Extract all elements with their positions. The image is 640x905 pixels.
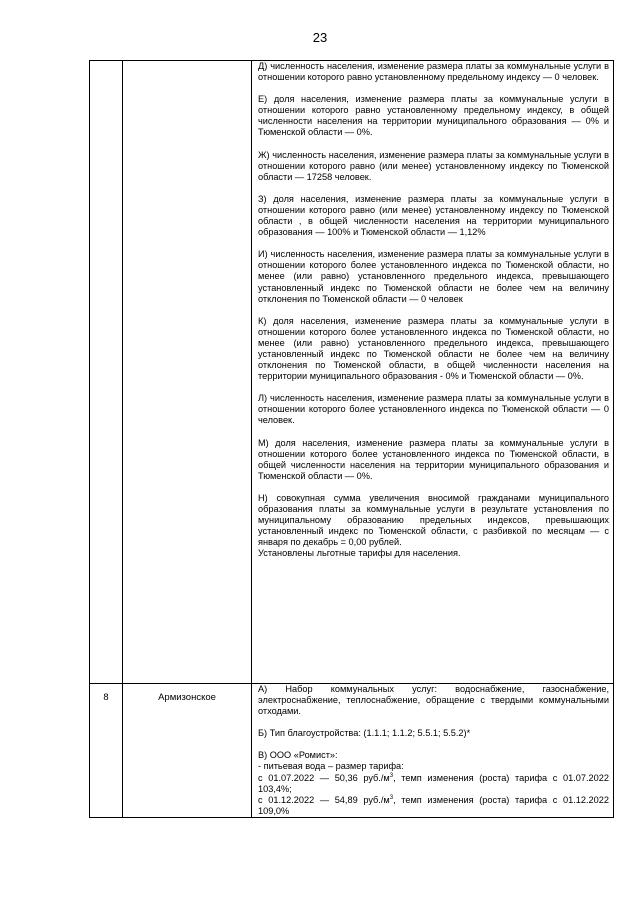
paragraph-closing: Установлены льготные тарифы для населения. — [258, 548, 461, 559]
tariff-text: , темп изменения (роста) тарифа с 01.07.2022 103,4%; — [258, 772, 609, 794]
paragraph-n: Н) совокупная сумма увеличения вносимой гражданами муниципального образования платы за коммунальные услуги в результате установления по муниципальному образованию предельных индексов, превышающих установленный индекс по Тюменской области, с разбивкой по месяцам — с января по декабрь = 0,00 рублей. — [258, 492, 609, 548]
paragraph-v-title: В) ООО «Ромист»: — [258, 750, 338, 761]
paragraph-b: Б) Тип благоустройства: (1.1.1; 1.1.2; 5.5.1; 5.5.2)* — [258, 728, 471, 739]
row-text-cell — [252, 61, 614, 684]
table-row — [90, 684, 614, 818]
paragraph-l: Л) численность населения, изменение размера платы за коммунальные услуги в отношении которого более установленного индекса по Тюменской области — 0 человек. — [258, 393, 609, 426]
document-table — [89, 60, 614, 818]
table-row — [90, 61, 614, 684]
paragraph-z: З) доля населения, изменение размера платы за коммунальные услуги в отношении которого равно (или менее) установленному индексу по Тюменской области , в общей численности населения на территории муниципального образования — 100% и Тюменской области — 1,12% — [258, 193, 609, 238]
paragraph-a: А) Набор коммунальных услуг: водоснабжение, газоснабжение, электроснабжение, теплоснабжение, обращение с твердыми коммунальными отходами. — [258, 684, 609, 717]
superscript: 3 — [389, 772, 394, 779]
row-text-cell — [252, 684, 614, 818]
paragraph-i: И) численность населения, изменение размера платы за коммунальные услуги в отношении которого более установленного индекса по Тюменской области, но менее (или равно) установленного предельного индекса, превышающего установленный индекс по Тюменской области не более чем на величину отклонения по Тюменской области — 0 человек — [258, 249, 609, 304]
tariff-text: с 01.07.2022 — 50,36 руб./м — [258, 772, 390, 783]
water-label: - питьевая вода – размер тарифа: — [258, 761, 404, 772]
paragraph-m: М) доля населения, изменение размера платы за коммунальные услуги в отношении которого более установленного индекса по Тюменской области, в общей численности населения на территории муниципального образования и Тюменской области — 0%. — [258, 437, 609, 481]
paragraph-k: К) доля населения, изменение размера платы за коммунальные услуги в отношении которого более установленного индекса по Тюменской области, но менее (или равно) установленного предельного индекса, превышающего установленный индекс по Тюменской области не более чем на величину отклонения по Тюменской области, в общей численности населения на территории муниципального образования - 0% и Тюменской области — 0%. — [258, 315, 609, 382]
row-name-cell — [123, 61, 252, 684]
tariff-text: , темп изменения (роста) тарифа с 01.12.2022 109,0% — [258, 794, 609, 816]
row-name-cell: Армизонское — [123, 684, 252, 818]
paragraph-d: Д) численность населения, изменение размера платы за коммунальные услуги в отношении которого равно установленному предельному индексу — 0 человек. — [258, 61, 609, 83]
tariff-text: с 01.12.2022 — 54,89 руб./м — [258, 794, 390, 805]
row-number-cell: 8 — [90, 684, 123, 818]
page-number: 23 — [312, 30, 328, 45]
superscript: 3 — [389, 794, 394, 801]
tariff-line — [258, 795, 609, 817]
paragraph-e: Е) доля населения, изменение размера платы за коммунальные услуги в отношении которого равно установленному предельному индексу, в общей численности населения на территории муниципального образования — 0% и Тюменской области — 0%. — [258, 94, 609, 138]
tariff-line — [258, 773, 609, 795]
row-number-cell — [90, 61, 123, 684]
paragraph-zh: Ж) численность населения, изменение размера платы за коммунальные услуги в отношении которого равно (или менее) установленному индексу по Тюменской области — 17258 человек. — [258, 149, 609, 182]
